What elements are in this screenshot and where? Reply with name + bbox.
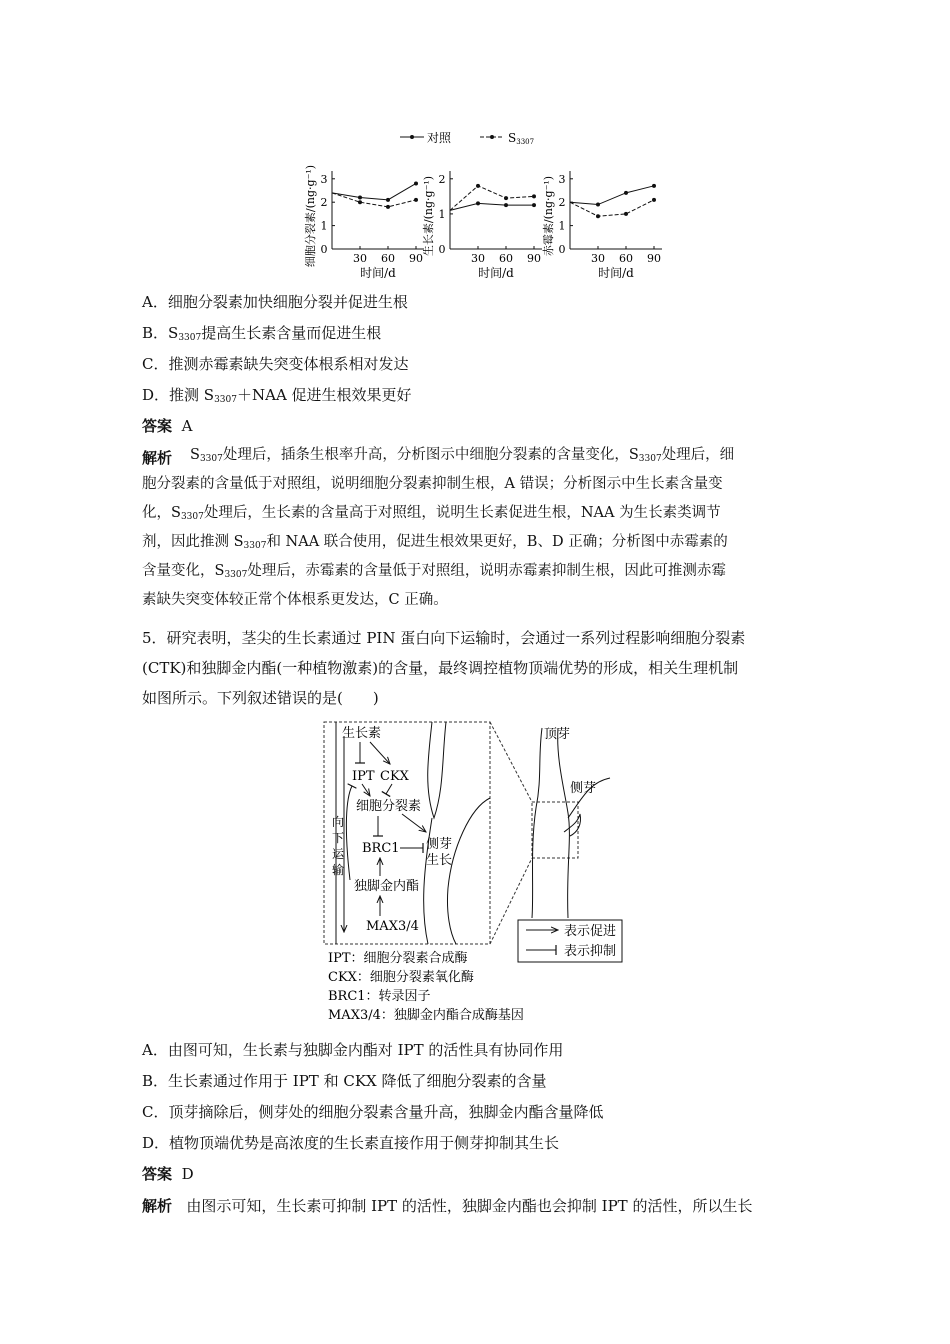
x-tick-label: 30: [471, 252, 485, 265]
data-point: [358, 200, 362, 204]
node-auxin: 生长素: [342, 726, 382, 741]
label-down-3: 运: [332, 847, 345, 861]
node-lateral-growth-2: 生长: [426, 853, 453, 868]
label-apical-bud: 顶芽: [544, 727, 571, 742]
data-point: [476, 201, 480, 205]
data-point: [532, 203, 536, 207]
q4-option-c: C．推测赤霉素缺失突变体根系相对发达: [142, 355, 409, 373]
legend-promote: 表示促进: [564, 924, 617, 939]
y-tick-label: 1: [320, 219, 328, 233]
node-max34: MAX3/4: [366, 919, 419, 934]
y-tick-label: 3: [320, 172, 328, 186]
q4-analysis-line: 化，$S_{3307}$处理后，生长素的含量高于对照组，说明生长素促进生根，NAA 为生长素类调节: [142, 505, 721, 522]
x-tick-label: 90: [409, 252, 423, 265]
q4-analysis-line: 胞分裂素的含量低于对照组，说明细胞分裂素抑制生根，A 错误；分析图示中生长素含量变: [142, 476, 723, 492]
data-point: [358, 196, 362, 200]
q5-option-c: C．顶芽摘除后，侧芽处的细胞分裂素含量升高，独脚金内酯含量降低: [142, 1103, 604, 1121]
x-axis-label: 时间/d: [478, 266, 514, 280]
y-tick-label: 2: [320, 196, 328, 210]
y-axis-label: 赤霉素/(ng·g⁻¹): [542, 175, 555, 257]
note-brc1: BRC1：转录因子: [328, 989, 431, 1004]
node-ckx: CKX: [380, 769, 409, 784]
q5-stem-line: 5．研究表明，茎尖的生长素通过 PIN 蛋白向下运输时，会通过一系列过程影响细胞分裂素: [142, 629, 746, 647]
auxin-mechanism-diagram: [320, 718, 630, 1028]
data-point: [532, 194, 536, 198]
data-point: [476, 184, 480, 188]
q5-option-a: A．由图可知，生长素与独脚金内酯对 IPT 的活性具有协同作用: [142, 1041, 564, 1059]
series-line-1: [450, 186, 534, 211]
zoom-box: [324, 722, 490, 944]
legend-control-label: 对照: [427, 131, 452, 145]
x-tick-label: 30: [353, 252, 367, 265]
data-point: [652, 184, 656, 188]
y-tick-label: 0: [558, 243, 566, 256]
series-line-0: [570, 186, 654, 205]
q4-analysis-line: 剂，因此推测 $S_{3307}$和 NAA 联合使用，促进生根效果更好，B、D 正确；分析图中赤霉素的: [142, 534, 728, 551]
y-tick-label: 1: [438, 207, 446, 221]
q4-answer: 答案 A: [142, 417, 193, 435]
x-tick-label: 60: [619, 252, 633, 265]
series-line-0: [450, 203, 534, 210]
note-ckx: CKX：细胞分裂素氧化酶: [328, 970, 474, 985]
y-tick-label: 0: [438, 243, 446, 256]
node-cytokinin: 细胞分裂素: [356, 799, 422, 814]
q4-analysis-line: 素缺失突变体较正常个体根系更发达，C 正确。: [142, 592, 448, 608]
data-point: [504, 196, 508, 200]
node-lateral-growth-1: 侧芽: [426, 837, 453, 852]
q4-analysis-line: $S_{3307}$处理后，插条生根率升高，分析图示中细胞分裂素的含量变化，$S_{3307}$处理后，细: [190, 447, 735, 464]
y-axis-label: 细胞分裂素/(ng·g⁻¹): [304, 164, 317, 268]
q4-analysis-line: 含量变化，$S_{3307}$处理后，赤霉素的含量低于对照组，说明赤霉素抑制生根，因此可推测赤霉: [142, 563, 726, 580]
series-line-1: [570, 200, 654, 216]
note-max: MAX3/4：独脚金内酯合成酶基因: [328, 1008, 524, 1023]
hormone-charts: [290, 125, 670, 283]
x-axis-label: 时间/d: [360, 266, 396, 280]
y-axis-label: 生长素/(ng·g⁻¹): [422, 175, 435, 257]
y-tick-label: 2: [438, 172, 446, 186]
q5-answer: 答案 D: [142, 1165, 194, 1183]
q5-analysis: 解析 由图示可知，生长素可抑制 IPT 的活性，独脚金内酯也会抑制 IPT 的活性，所以生长: [142, 1197, 753, 1215]
x-axis-label: 时间/d: [598, 266, 634, 280]
x-tick-label: 60: [499, 252, 513, 265]
q5-stem-line: (CTK)和独脚金内酯(一种植物激素)的含量，最终调控植物顶端优势的形成，相关生理机制: [142, 659, 739, 677]
q5-option-d: D．植物顶端优势是高浓度的生长素直接作用于侧芽抑制其生长: [142, 1134, 560, 1152]
data-point: [386, 205, 390, 209]
label-down-1: 向: [332, 815, 345, 829]
q4-analysis-label: 解析: [142, 449, 173, 467]
node-ipt: IPT: [352, 769, 375, 784]
chart-legend: [400, 130, 534, 146]
q5-stem-line: 如图所示。下列叙述错误的是( ): [142, 689, 379, 707]
y-tick-label: 1: [558, 219, 566, 233]
chart-cytokinin: [303, 165, 424, 280]
chart-auxin: [421, 171, 542, 280]
svg-text:S3307: [508, 131, 534, 146]
label-down-2: 下: [332, 831, 345, 845]
data-point: [386, 198, 390, 202]
y-tick-label: 3: [558, 172, 566, 186]
legend-treated-sub: 3307: [516, 138, 535, 146]
legend-treated-label: S: [508, 131, 517, 145]
x-tick-label: 60: [381, 252, 395, 265]
q4-option-b: B．$S_{3307}$提高生长素含量而促进生根: [142, 324, 382, 343]
label-down-4: 输: [332, 863, 345, 877]
label-lateral-bud: 侧芽: [570, 781, 597, 796]
x-tick-label: 30: [591, 252, 605, 265]
q4-option-a: A．细胞分裂素加快细胞分裂并促进生根: [142, 293, 408, 311]
data-point: [596, 214, 600, 218]
node-strigolactone: 独脚金内酯: [354, 879, 420, 894]
y-tick-label: 2: [558, 196, 566, 210]
x-tick-label: 90: [527, 252, 541, 265]
y-tick-label: 0: [320, 243, 328, 256]
note-ipt: IPT：细胞分裂素合成酶: [328, 951, 468, 966]
data-point: [624, 191, 628, 195]
data-point: [414, 198, 418, 202]
data-point: [624, 212, 628, 216]
data-point: [652, 198, 656, 202]
x-tick-label: 90: [647, 252, 661, 265]
data-point: [504, 203, 508, 207]
node-brc1: BRC1: [362, 841, 400, 856]
data-point: [596, 203, 600, 207]
q5-option-b: B．生长素通过作用于 IPT 和 CKX 降低了细胞分裂素的含量: [142, 1072, 547, 1090]
data-point: [414, 181, 418, 185]
q4-option-d: D．推测 $S_{3307}+NAA$ 促进生根效果更好: [142, 386, 412, 405]
chart-gibberellin: [541, 171, 662, 280]
legend-inhibit: 表示抑制: [564, 944, 617, 959]
